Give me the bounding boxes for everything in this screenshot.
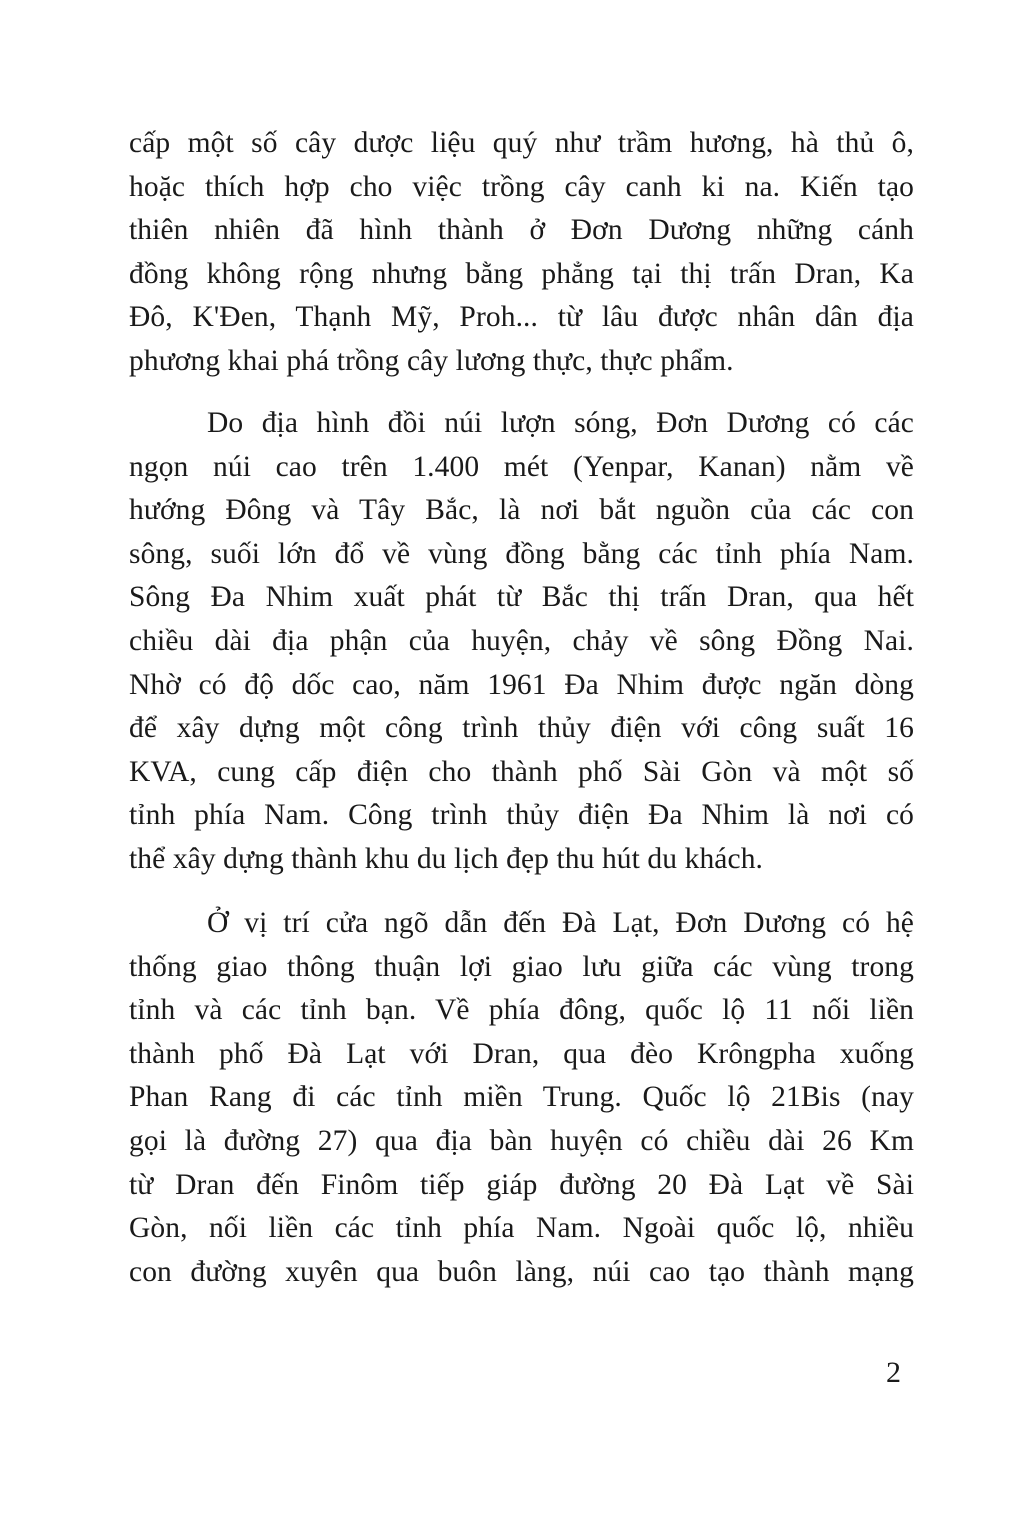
- paragraph-line: Đô, K'Đen, Thạnh Mỹ, Proh... từ lâu được nhân dân địa: [129, 301, 914, 334]
- paragraph-line: tỉnh và các tỉnh bạn. Về phía đông, quốc lộ 11 nối liền: [129, 994, 914, 1027]
- paragraph-line: Phan Rang đi các tỉnh miền Trung. Quốc lộ 21Bis (nay: [129, 1081, 914, 1114]
- paragraph-line: Nhờ có độ dốc cao, năm 1961 Đa Nhim được ngăn dòng: [129, 668, 914, 701]
- paragraph-line: đồng không rộng nhưng bằng phẳng tại thị trấn Dran, Ka: [129, 257, 914, 290]
- paragraph-2: [129, 402, 914, 882]
- page-number: 2: [886, 1356, 901, 1389]
- paragraph-line: ngọn núi cao trên 1.400 mét (Yenpar, Kanan) nằm về: [129, 450, 914, 483]
- paragraph-line: chiều dài địa phận của huyện, chảy về sông Đồng Nai.: [129, 624, 914, 657]
- paragraph-line: phương khai phá trồng cây lương thực, thực phẩm.: [129, 344, 734, 377]
- paragraph-line: hướng Đông và Tây Bắc, là nơi bắt nguồn của các con: [129, 494, 914, 527]
- paragraph-line: thể xây dựng thành khu du lịch đẹp thu hút du khách.: [129, 842, 764, 875]
- paragraph-line: thống giao thông thuận lợi giao lưu giữa các vùng trong: [129, 950, 914, 983]
- paragraph-line: Do địa hình đồi núi lượn sóng, Đơn Dương có các: [207, 407, 914, 439]
- paragraph-line: Ở vị trí cửa ngõ dẫn đến Đà Lạt, Đơn Dương có hệ: [207, 907, 914, 939]
- paragraph-line: từ Dran đến Finôm tiếp giáp đường 20 Đà Lạt về Sài: [129, 1168, 914, 1201]
- paragraph-line: sông, suối lớn đổ về vùng đồng bằng các tỉnh phía Nam.: [129, 537, 914, 570]
- paragraph-line: thiên nhiên đã hình thành ở Đơn Dương những cánh: [129, 214, 914, 247]
- paragraph-3: [129, 902, 914, 1294]
- paragraph-line: để xây dựng một công trình thủy điện với công suất 16: [129, 712, 914, 745]
- paragraph-line: thành phố Đà Lạt với Dran, qua đèo Krôngpha xuống: [129, 1037, 914, 1070]
- paragraph-line: Gòn, nối liền các tỉnh phía Nam. Ngoài quốc lộ, nhiều: [129, 1212, 914, 1245]
- paragraph-line: KVA, cung cấp điện cho thành phố Sài Gòn và một số: [129, 755, 914, 788]
- paragraph-line: con đường xuyên qua buôn làng, núi cao tạo thành mạng: [129, 1255, 914, 1288]
- paragraph-line: Sông Đa Nhim xuất phát từ Bắc thị trấn Dran, qua hết: [129, 581, 914, 614]
- paragraph-line: tỉnh phía Nam. Công trình thủy điện Đa Nhim là nơi có: [129, 799, 914, 832]
- paragraph-line: cấp một số cây dược liệu quý như trầm hương, hà thủ ô,: [129, 127, 914, 159]
- paragraph-1: [129, 122, 914, 384]
- paragraph-line: gọi là đường 27) qua địa bàn huyện có chiều dài 26 Km: [129, 1124, 914, 1157]
- paragraph-line: hoặc thích hợp cho việc trồng cây canh ki na. Kiến tạo: [129, 170, 914, 203]
